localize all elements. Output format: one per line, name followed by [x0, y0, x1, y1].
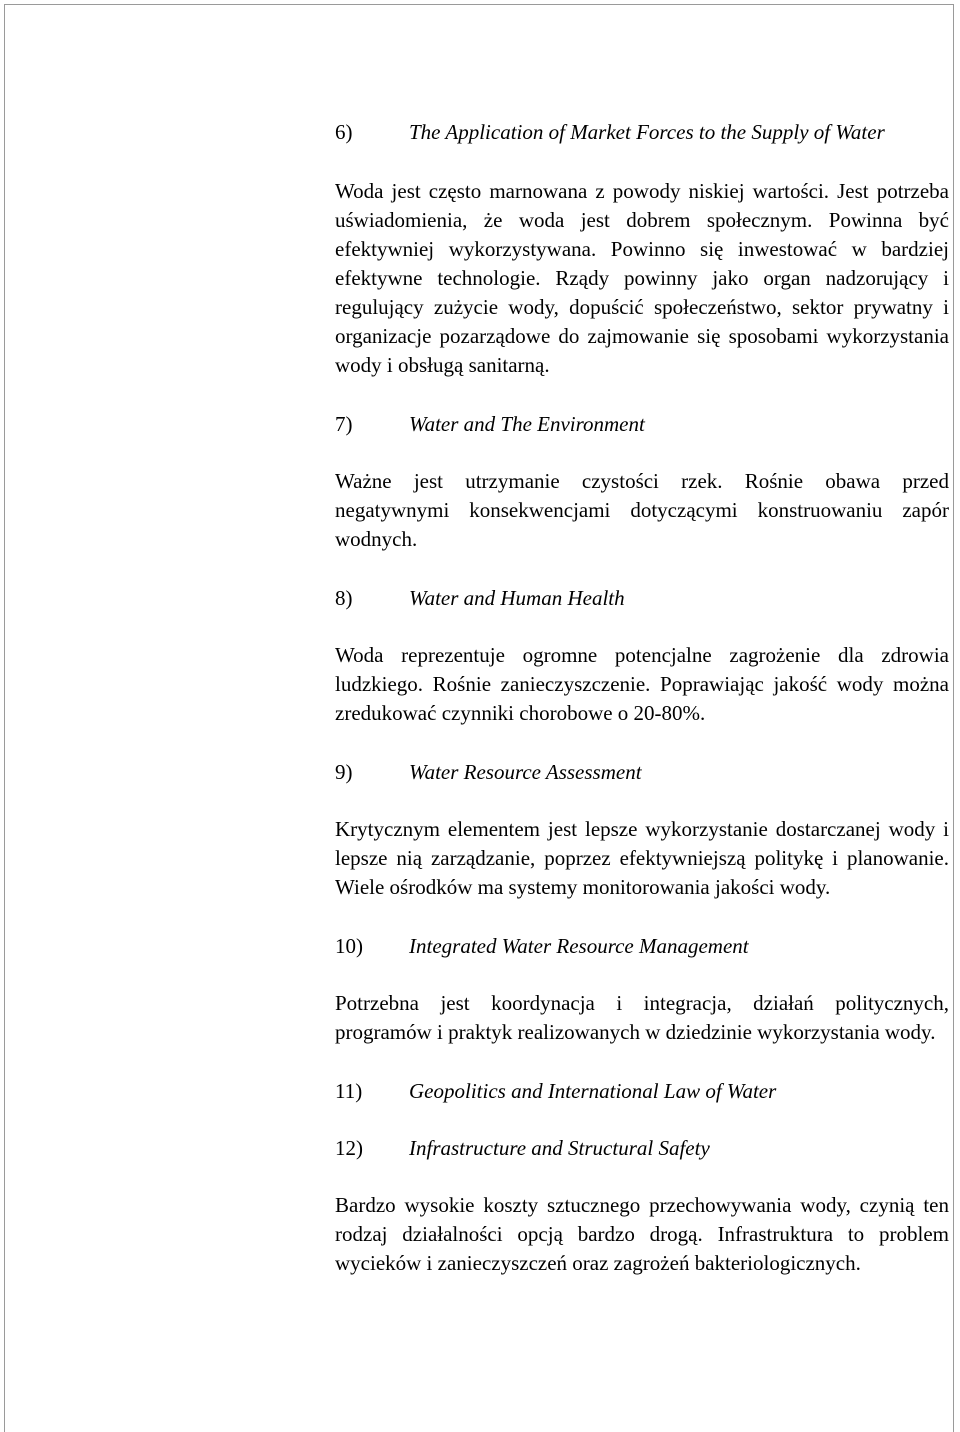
section-heading	[335, 932, 949, 961]
section-title: Infrastructure and Structural Safety	[409, 1136, 710, 1160]
section-number: 10)	[335, 934, 363, 958]
section-title: Water Resource Assessment	[409, 760, 642, 784]
section-body: Potrzebna jest koordynacja i integracja, działań politycznych, programów i praktyk realizowanych w dziedzinie wykorzystania wody.	[335, 991, 949, 1044]
section-title: Water and Human Health	[409, 586, 625, 610]
section-8	[335, 584, 949, 728]
section-title: Integrated Water Resource Management	[409, 934, 749, 958]
section-heading	[335, 410, 949, 439]
document-content	[335, 118, 949, 1278]
section-12	[335, 1134, 949, 1278]
section-body: Bardzo wysokie koszty sztucznego przechowywania wody, czynią ten rodzaj działalności opcją bardzo drogą. Infrastruktura to problem wycieków i zanieczyszczeń oraz zagrożeń bakteriologicznych.	[335, 1193, 949, 1275]
section-number: 11)	[335, 1079, 363, 1103]
section-number: 7)	[335, 412, 353, 436]
section-6	[335, 118, 949, 380]
section-heading	[335, 1134, 949, 1163]
section-heading	[335, 584, 949, 613]
section-number: 9)	[335, 760, 353, 784]
section-heading	[335, 118, 949, 147]
section-number: 8)	[335, 586, 353, 610]
section-body: Krytycznym elementem jest lepsze wykorzystanie dostarczanej wody i lepsze nią zarządzanie, poprzez efektywniejszą politykę i planowanie. Wiele ośrodków ma systemy monitorowania jakości wody.	[335, 817, 949, 899]
section-body: Ważne jest utrzymanie czystości rzek. Rośnie obawa przed negatywnymi konsekwencjami dotyczącymi konstruowaniu zapór wodnych.	[335, 469, 949, 551]
section-10	[335, 932, 949, 1047]
section-9	[335, 758, 949, 902]
section-title: Geopolitics and International Law of Water	[409, 1079, 777, 1103]
section-7	[335, 410, 949, 554]
section-body: Woda reprezentuje ogromne potencjalne zagrożenie dla zdrowia ludzkiego. Rośnie zanieczyszczenie. Poprawiając jakość wody można zredukować czynniki chorobowe o 20-80%.	[335, 643, 949, 725]
section-11	[335, 1077, 949, 1106]
section-number: 12)	[335, 1136, 363, 1160]
section-title: The Application of Market Forces to the Supply of Water	[409, 120, 885, 144]
section-title: Water and The Environment	[409, 412, 645, 436]
section-body: Woda jest często marnowana z powody niskiej wartości. Jest potrzeba uświadomienia, że woda jest dobrem społecznym. Powinna być efektywniej wykorzystywana. Powinno się inwestować w bardziej efektywne technologie. Rządy powinny jako organ nadzorujący i regulujący zużycie wody, dopuścić społeczeństwo, sektor prywatny i organizacje pozarządowe do zajmowanie się sposobami wykorzystania wody i obsługą sanitarną.	[335, 179, 949, 377]
section-heading	[335, 758, 949, 787]
section-number: 6)	[335, 120, 353, 144]
section-heading	[335, 1077, 949, 1106]
